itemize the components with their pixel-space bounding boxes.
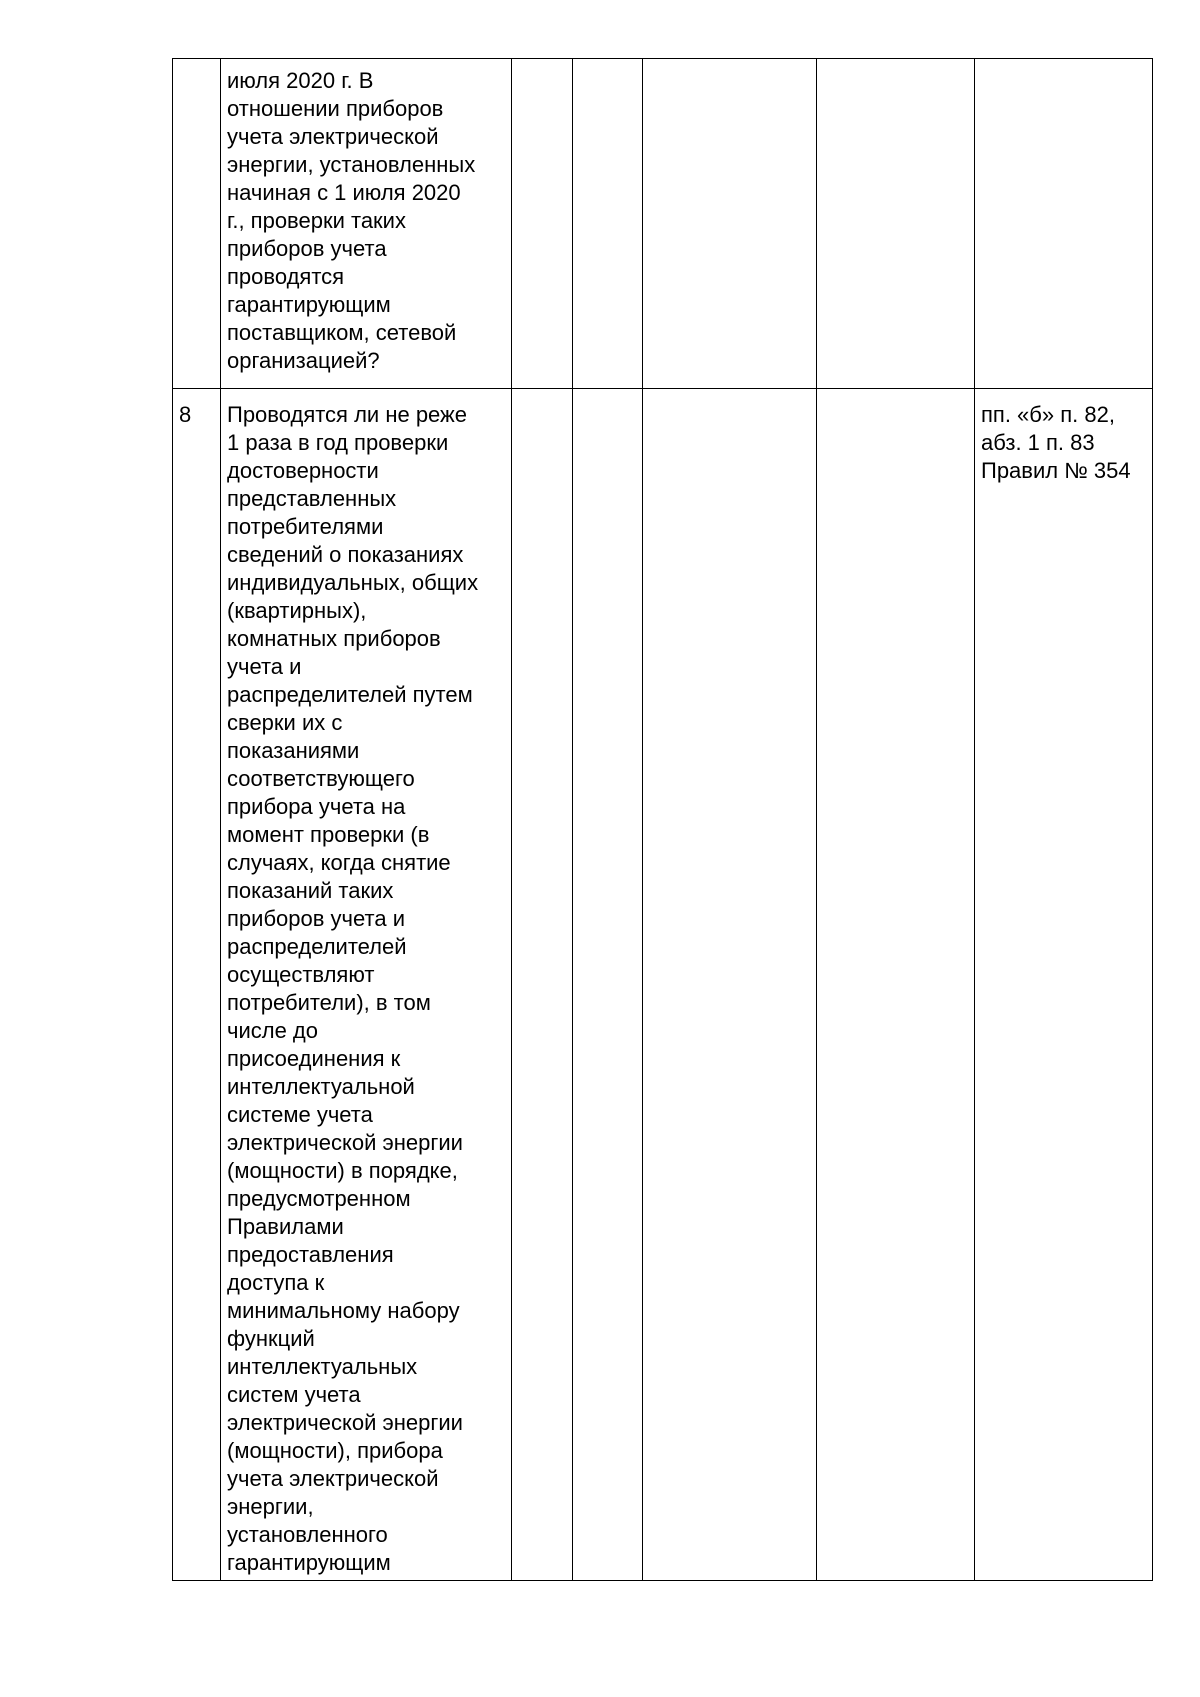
answer-cell-4	[573, 389, 643, 1581]
row-number-cell	[173, 389, 221, 1581]
answer-cell-6	[817, 389, 975, 1581]
row-number-cell	[173, 59, 221, 389]
table-row	[173, 59, 1153, 389]
answer-cell-4	[573, 59, 643, 389]
answer-cell-5	[643, 59, 817, 389]
question-text: июля 2020 г. В отношении приборов учета электрической энергии, установленных начиная с 1 июля 2020 г., проверки таких приборов учета проводятся гарантирующим поставщиком, сетевой организацией?	[227, 68, 476, 373]
reference-text: пп. «б» п. 82, абз. 1 п. 83 Правил № 354	[981, 402, 1131, 483]
row-number: 8	[179, 402, 192, 427]
question-cell	[221, 389, 512, 1581]
row-number	[173, 59, 220, 67]
answer-cell-5	[643, 389, 817, 1581]
question-text: Проводятся ли не реже 1 раза в год проверки достоверности представленных потребителями сведений о показаниях индивидуальных, общих (квартирных), комнатных приборов учета и распределителей путем сверки их с показаниями соответствующего прибора учета на момент проверки (в случаях, когда снятие показаний таких приборов учета и распределителей осуществляют потребители), в том числе до присоединения к интеллектуальной системе учета электрической энергии (мощности) в порядке, предусмотренном Правилами предоставления доступа к минимальному набору функций интеллектуальных систем учета электрической энергии (мощности), прибора учета электрической энергии, установленного гарантирующим	[227, 402, 479, 1575]
answer-cell-3	[512, 389, 573, 1581]
question-cell	[221, 59, 512, 389]
checklist-table	[172, 58, 1153, 1581]
reference-cell	[975, 389, 1153, 1581]
answer-cell-3	[512, 59, 573, 389]
reference-cell	[975, 59, 1153, 389]
reference-text	[975, 59, 1152, 67]
table-row	[173, 389, 1153, 1581]
answer-cell-6	[817, 59, 975, 389]
